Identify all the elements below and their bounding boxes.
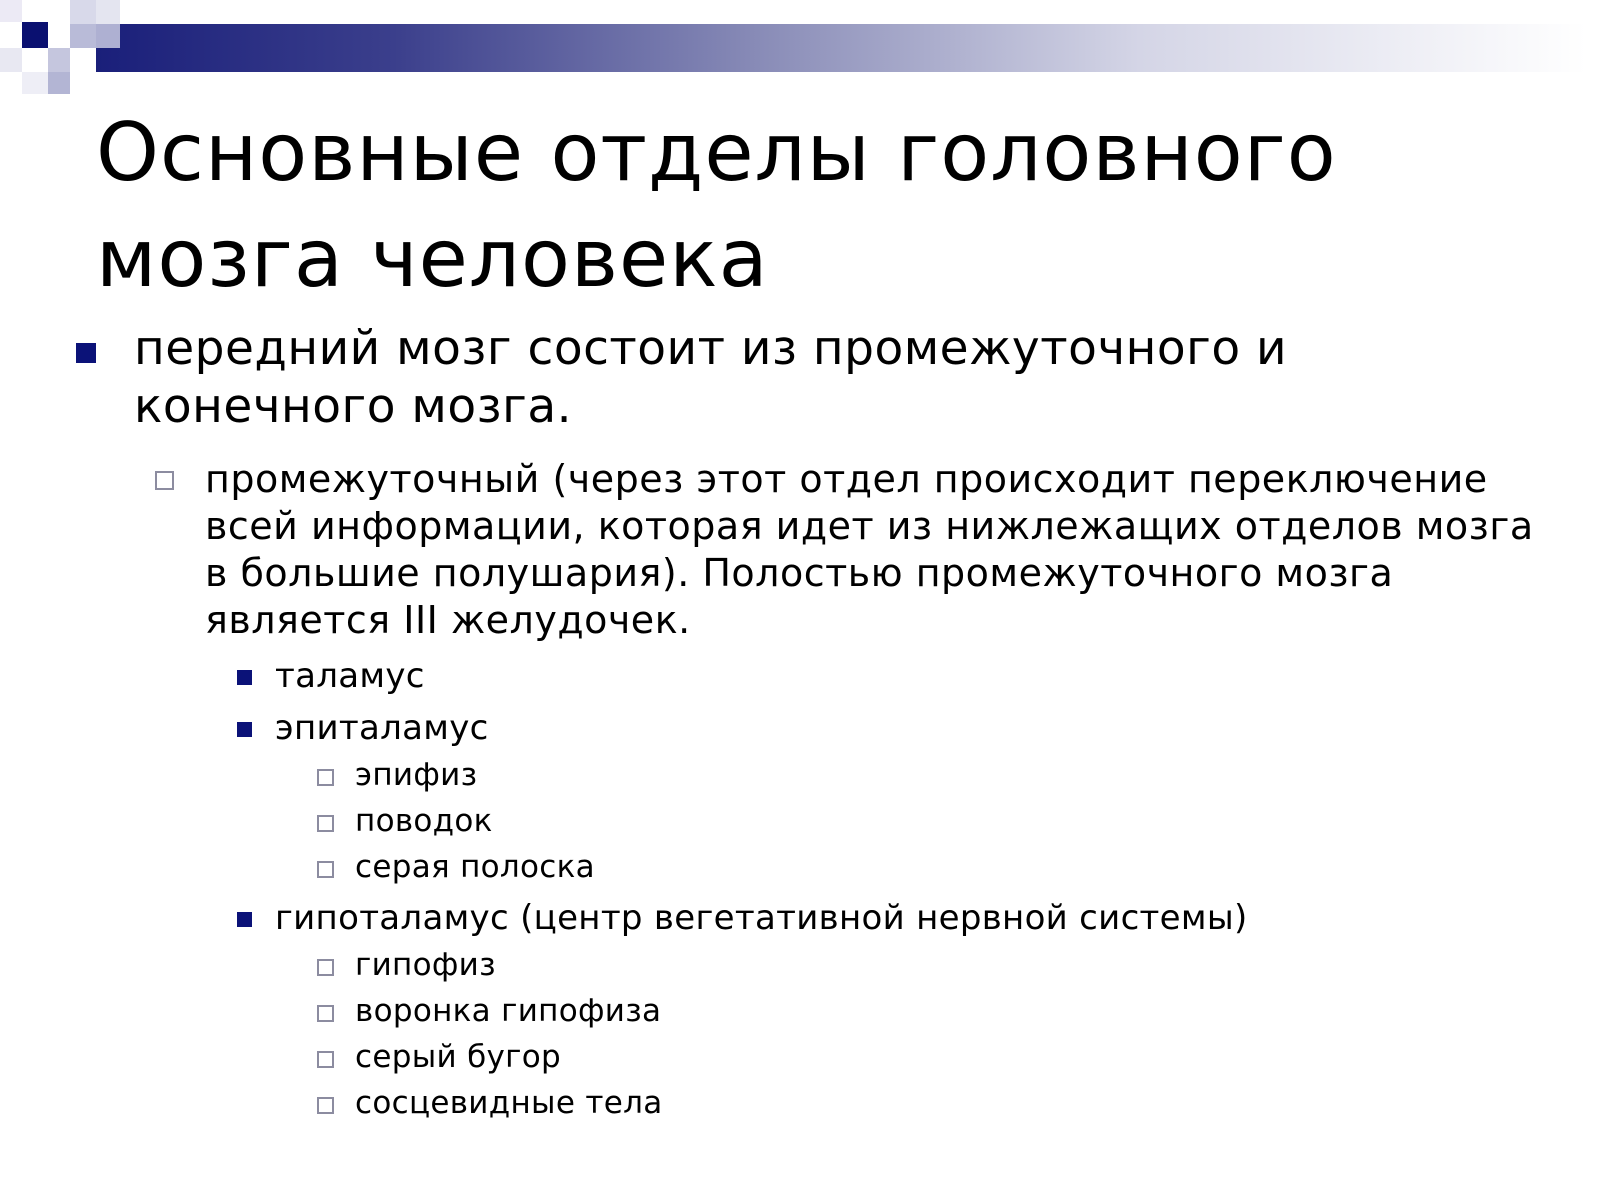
bullet-item	[355, 1085, 1505, 1122]
decor-square	[70, 24, 96, 48]
hollow-square-bullet-icon	[317, 769, 334, 786]
hollow-square-bullet-icon	[317, 815, 334, 832]
bullet-text: таламус	[275, 656, 425, 696]
bullet-item	[355, 757, 1505, 794]
bullet-text: промежуточный (через этот отдел происходит переключение всей информации, которая идет из нижлежащих отделов мозга в большие полушария). Полостью промежуточного мозга является III желудочек.	[205, 457, 1534, 642]
filled-square-bullet-icon	[237, 722, 252, 737]
decor-square	[22, 72, 48, 94]
bullet-text: эпиталамус	[275, 708, 489, 748]
filled-square-bullet-icon	[237, 912, 252, 927]
bullet-text: поводок	[355, 803, 493, 839]
hollow-square-bullet-icon	[317, 1051, 334, 1068]
bullet-item	[205, 456, 1555, 644]
bullet-text: гипоталамус (центр вегетативной нервной системы)	[275, 898, 1248, 938]
filled-square-bullet-icon	[237, 670, 252, 685]
bullet-text: сосцевидные тела	[355, 1085, 663, 1121]
decor-square	[0, 0, 22, 22]
bullet-text: передний мозг состоит из промежуточного и конечного мозга.	[134, 321, 1288, 434]
bullet-list	[0, 320, 1600, 1122]
bullet-item	[355, 993, 1505, 1030]
hollow-square-bullet-icon	[317, 861, 334, 878]
bullet-item	[134, 320, 1434, 436]
bullet-text: серый бугор	[355, 1039, 561, 1075]
bullet-text: воронка гипофиза	[355, 993, 662, 1029]
decor-square	[70, 0, 96, 24]
gradient-bar	[96, 24, 1586, 72]
bullet-item	[355, 803, 1505, 840]
bullet-text: эпифиз	[355, 757, 478, 793]
decor-square	[48, 72, 70, 94]
decorative-header-band	[0, 0, 1600, 100]
decor-square	[96, 24, 120, 48]
decor-square	[22, 22, 48, 48]
decor-square	[48, 48, 70, 72]
hollow-square-bullet-icon	[155, 471, 174, 490]
bullet-item	[275, 898, 1525, 938]
bullet-item	[275, 708, 1525, 748]
hollow-square-bullet-icon	[317, 1097, 334, 1114]
decor-square	[0, 48, 22, 72]
filled-square-bullet-icon	[76, 343, 96, 363]
slide-title: Основные отделы головного мозга человека	[96, 106, 1337, 305]
hollow-square-bullet-icon	[317, 959, 334, 976]
bullet-item	[355, 849, 1505, 886]
bullet-item	[355, 1039, 1505, 1076]
hollow-square-bullet-icon	[317, 1005, 334, 1022]
bullet-item	[275, 656, 1525, 696]
decor-square	[96, 0, 120, 24]
bullet-text: серая полоска	[355, 849, 595, 885]
bullet-text: гипофиз	[355, 947, 496, 983]
bullet-item	[355, 947, 1505, 984]
